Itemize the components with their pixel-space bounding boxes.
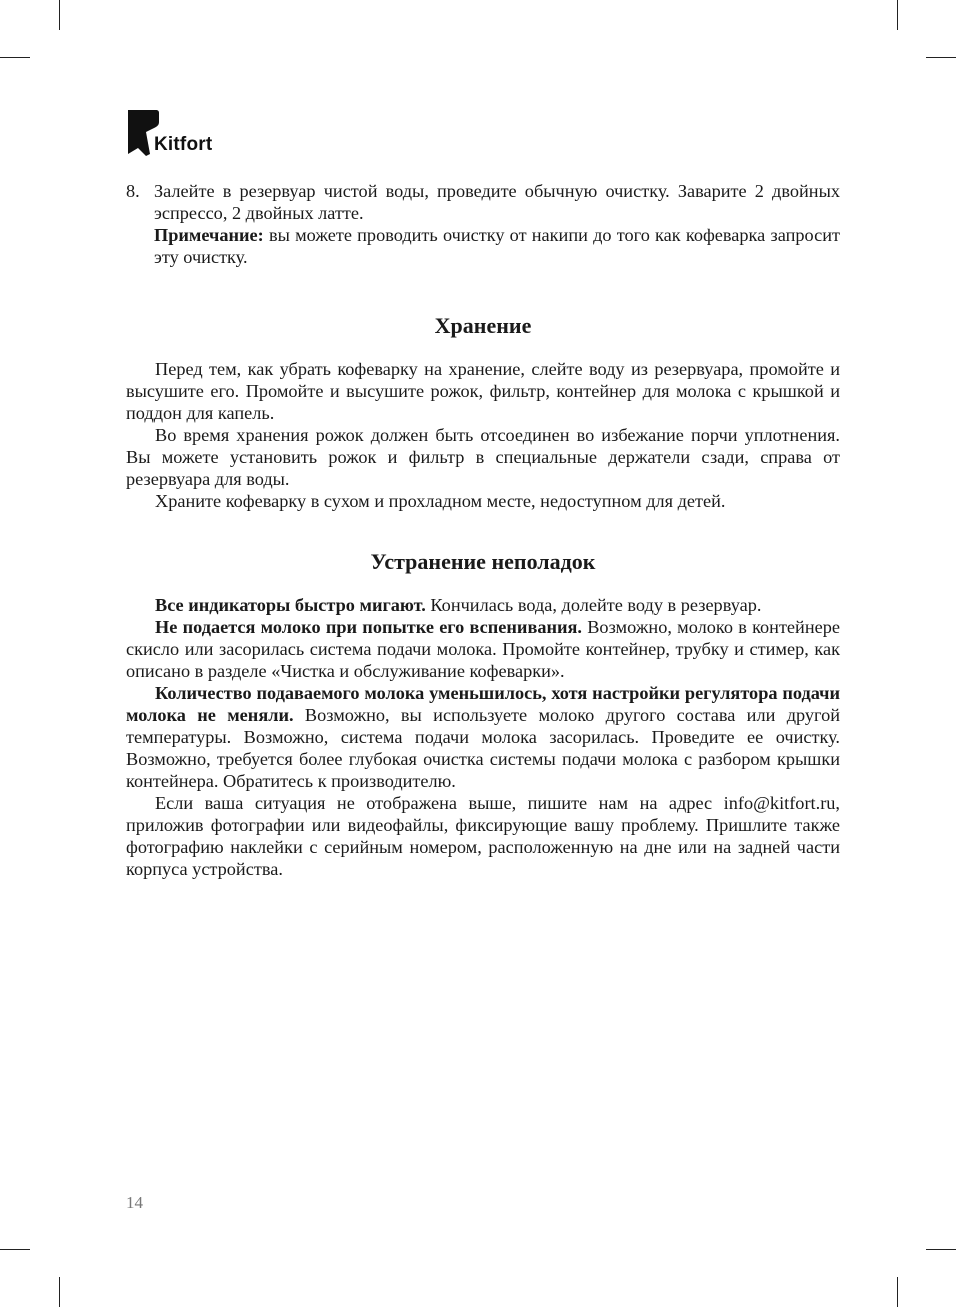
troubleshooting-item: [126, 616, 840, 682]
note-text: вы можете проводить очистку от накипи до того как кофеварка запросит эту очистку.: [154, 225, 840, 267]
storage-paragraph: Храните кофеварку в сухом и прохладном месте, недоступном для детей.: [155, 491, 726, 511]
page-content: [126, 180, 840, 880]
solution-text: Возможно, вы используете молоко другого состава или другой температуры. Возможно, система подачи молока засорилась. Проведите ее очистку. Возможно, требуется более глубокая очистка системы подачи молока с разбором крышки контейнера. Обратитесь к производителю.: [126, 705, 840, 791]
crop-mark-bottom-right-h: [926, 1249, 956, 1250]
crop-mark-bottom-left: [59, 1277, 60, 1307]
step-text: Залейте в резервуар чистой воды, проведите обычную очистку. Заварите 2 двойных эспрессо, 2 двойных латте.: [154, 181, 840, 223]
crop-mark-top-left: [59, 0, 60, 30]
troubleshooting-item: [126, 594, 840, 616]
step-note: [154, 224, 840, 268]
problem-text: Все индикаторы быстро мигают.: [155, 595, 426, 615]
problem-text: Количество подаваемого молока уменьшилось, хотя настройки регулятора подачи молока не меняли.: [126, 683, 840, 725]
step-number: 8.: [126, 181, 140, 201]
kitfort-logo: [126, 108, 246, 158]
page-number: 14: [126, 1193, 143, 1212]
problem-text: Не подается молоко при попытке его вспенивания.: [155, 617, 582, 637]
step-8: [126, 180, 840, 268]
note-label: Примечание:: [154, 225, 264, 245]
crop-mark-bottom-right: [897, 1277, 898, 1307]
troubleshooting-closing: Если ваша ситуация не отображена выше, пишите нам на адрес info@kitfort.ru, приложив фотографии или видеофайлы, фиксирующие вашу проблему. Пришлите также фотографию наклейки с серийным номером, расположенную на дне или на задней части корпуса устройства.: [126, 793, 840, 879]
crop-mark-bottom-left-h: [0, 1249, 30, 1250]
solution-text: Кончилась вода, долейте воду в резервуар.: [425, 595, 762, 615]
troubleshooting-heading: Устранение неполадок: [370, 549, 596, 574]
storage-paragraph: Во время хранения рожок должен быть отсоединен во избежание порчи уплотнения. Вы можете установить рожок и фильтр в специальные держатели сзади, справа от резервуара для воды.: [126, 425, 840, 489]
solution-text: Возможно, молоко в контейнере скисло или засорилась система подачи молока. Промойте контейнер, трубку и стимер, как описано в разделе «Чистка и обслуживание кофеварки».: [126, 617, 840, 681]
troubleshooting-item: [126, 682, 840, 792]
brand-name: Kitfort: [154, 134, 213, 155]
storage-heading: Хранение: [434, 313, 532, 338]
crop-mark-top-left-h: [0, 57, 30, 58]
crop-mark-top-right-h: [926, 57, 956, 58]
crop-mark-top-right: [897, 0, 898, 30]
storage-paragraph: Перед тем, как убрать кофеварку на хранение, слейте воду из резервуара, промойте и высушите его. Промойте и высушите рожок, фильтр, контейнер для молока с крышкой и поддон для капель.: [126, 359, 840, 423]
